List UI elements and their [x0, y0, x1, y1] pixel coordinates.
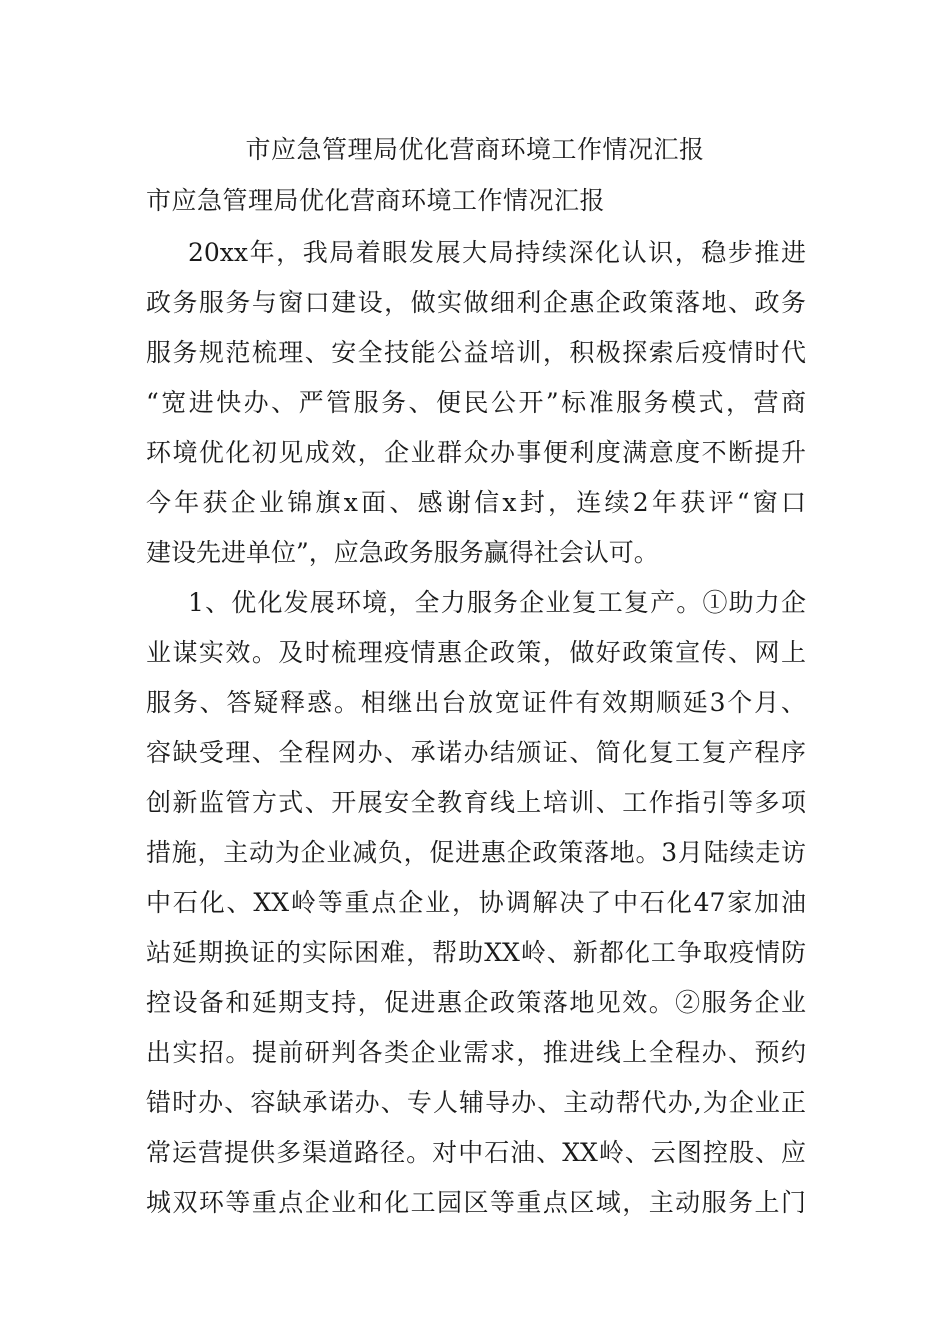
paragraph-line: 政务服务与窗口建设，做实做细利企惠企政策落地、政务	[146, 288, 806, 317]
paragraph-line: 中石化、XX岭等重点企业，协调解决了中石化47家加油	[146, 888, 806, 917]
paragraph-line: 出实招。提前研判各类企业需求，推进线上全程办、预约	[146, 1038, 806, 1067]
paragraph-line: 建设先进单位”，应急政务服务赢得社会认可。	[146, 538, 659, 567]
paragraph-line: 1、优化发展环境，全力服务企业复工复产。①助力企	[188, 588, 806, 617]
paragraph-line: 服务、答疑释惑。相继出台放宽证件有效期顺延3个月、	[146, 688, 806, 717]
document-title: 市应急管理局优化营商环境工作情况汇报	[245, 135, 705, 164]
paragraph-line: 常运营提供多渠道路径。对中石油、XX岭、云图控股、应	[146, 1138, 806, 1167]
paragraph-line: 城双环等重点企业和化工园区等重点区域，主动服务上门	[146, 1188, 806, 1217]
paragraph-line: 站延期换证的实际困难，帮助XX岭、新都化工争取疫情防	[146, 938, 806, 967]
paragraph-line: 创新监管方式、开展安全教育线上培训、工作指引等多项	[146, 788, 806, 817]
paragraph-line: 服务规范梳理、安全技能公益培训，积极探索后疫情时代	[146, 338, 806, 367]
paragraph-line: 环境优化初见成效，企业群众办事便利度满意度不断提升	[146, 438, 806, 467]
paragraph-line: 错时办、容缺承诺办、专人辅导办、主动帮代办,为企业正	[146, 1088, 806, 1117]
paragraph-line: 20xx年，我局着眼发展大局持续深化认识，稳步推进	[188, 238, 806, 267]
paragraph-line: 今年获企业锦旗x面、感谢信x封，连续2年获评“窗口	[146, 488, 806, 517]
document-subtitle: 市应急管理局优化营商环境工作情况汇报	[146, 186, 606, 215]
paragraph-line: 措施，主动为企业减负，促进惠企政策落地。3月陆续走访	[146, 838, 806, 867]
paragraph-line: “宽进快办、严管服务、便民公开”标准服务模式，营商	[146, 388, 806, 417]
paragraph-line: 业谋实效。及时梳理疫情惠企政策，做好政策宣传、网上	[146, 638, 806, 667]
paragraph-line: 容缺受理、全程网办、承诺办结颁证、简化复工复产程序	[146, 738, 806, 767]
paragraph-line: 控设备和延期支持，促进惠企政策落地见效。②服务企业	[146, 988, 806, 1017]
